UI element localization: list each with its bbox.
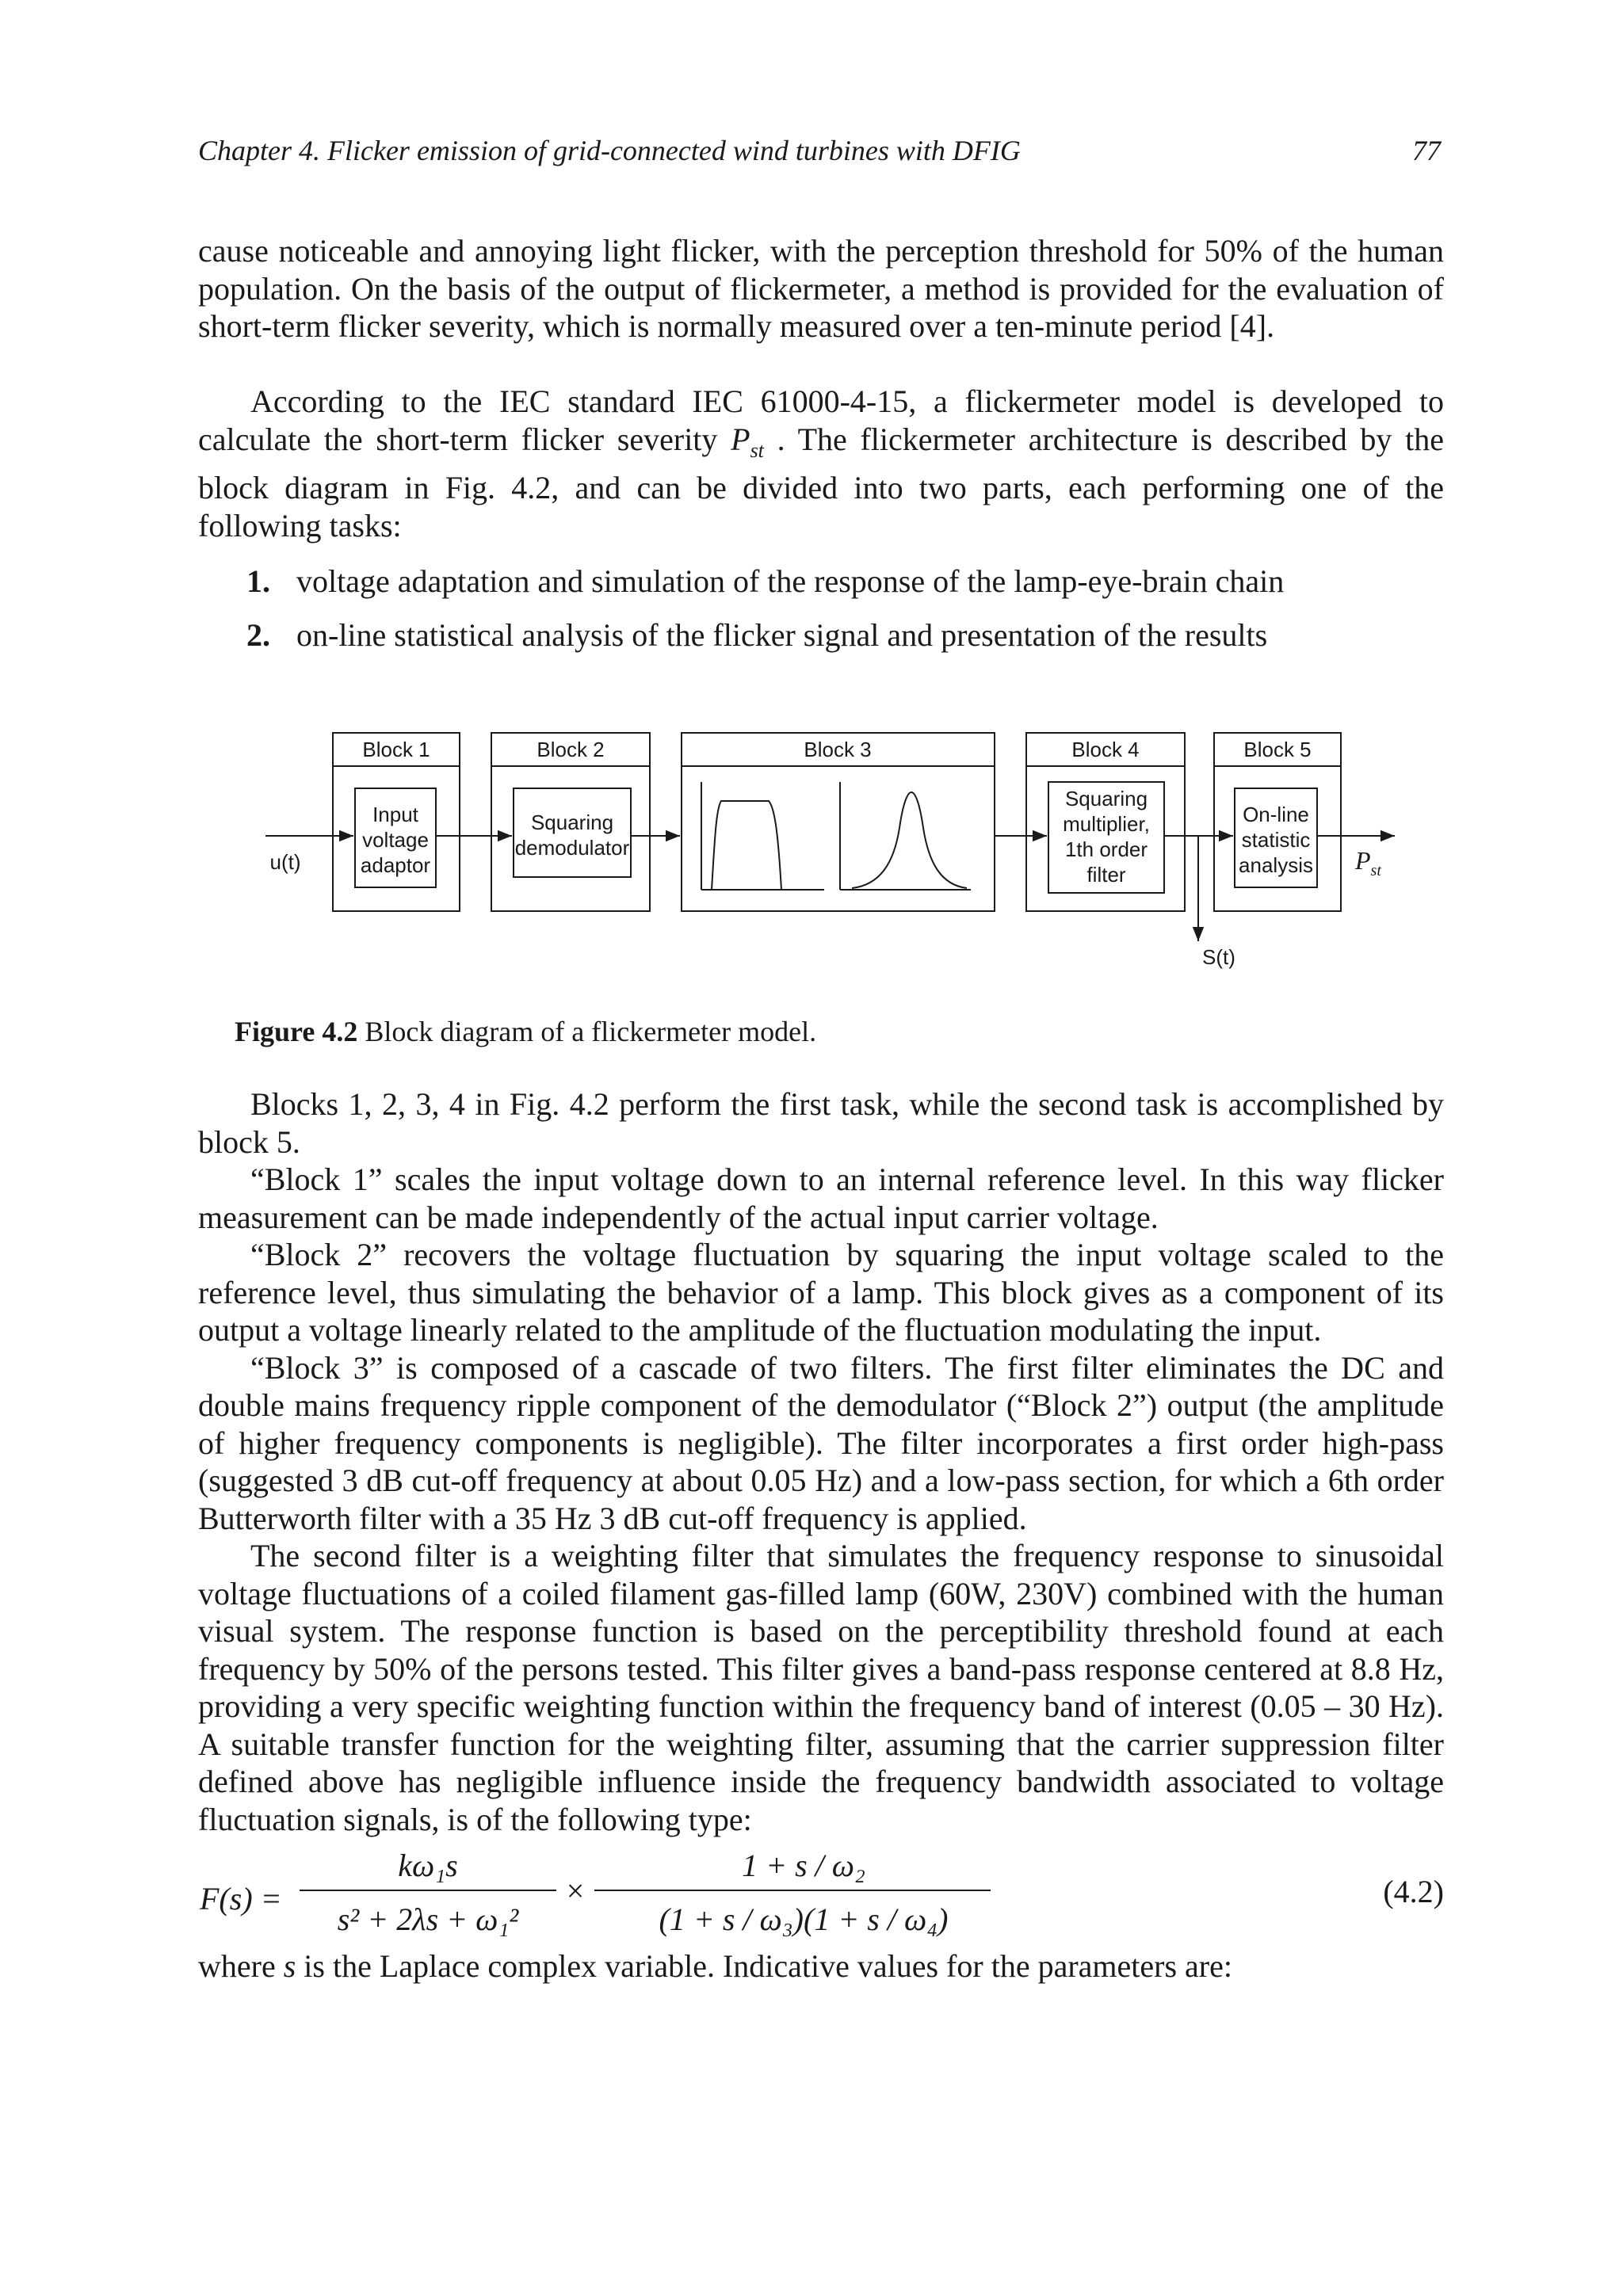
block-2 bbox=[491, 733, 650, 911]
paragraph-2 bbox=[198, 383, 1444, 544]
block-1-line-2: voltage bbox=[362, 828, 429, 852]
paragraph-1 bbox=[198, 232, 1444, 345]
equation-formula bbox=[198, 1844, 1070, 1947]
equation-number: (4.2) bbox=[1383, 1874, 1444, 1909]
figure-caption bbox=[235, 1014, 816, 1049]
equation-denominator-1: s² + 2λs + ω₁² bbox=[337, 1901, 519, 1937]
weighting-filter-icon bbox=[840, 782, 971, 890]
equation-lhs: F(s) = bbox=[200, 1881, 282, 1917]
block-2-title: Block 2 bbox=[537, 738, 605, 761]
block-3 bbox=[682, 733, 995, 911]
block-4-line-3: 1th order bbox=[1064, 837, 1148, 861]
paragraph-8 bbox=[198, 1947, 1444, 1985]
figure-label: Figure 4.2 bbox=[235, 1016, 358, 1047]
laplace-symbol: s bbox=[283, 1948, 296, 1984]
equation-4-2 bbox=[198, 1844, 1444, 1947]
signal-flow-arrows bbox=[265, 836, 1395, 941]
output-pst-label bbox=[1354, 846, 1381, 879]
task-number: 1. bbox=[246, 563, 270, 599]
block-4-title: Block 4 bbox=[1071, 738, 1140, 761]
paragraph-6: “Block 3” is composed of a cascade of two filters. The first filter eliminates the DC and double mains frequency ripple component of the demodulator (“Block 2”) output (the amplitude of higher frequency components is negligible). The filter incorporates a first order high-pass (suggested 3 dB cut-off frequency at about 0.05 Hz) and a low-pass section, for which a 6th order Butterworth filter with a 35 Hz 3 dB cut-off frequency is applied. bbox=[198, 1349, 1444, 1536]
equation-denominator-2: (1 + s / ω₃)(1 + s / ω₄) bbox=[659, 1901, 949, 1937]
running-header: Chapter 4. Flicker emission of grid-connected wind turbines with DFIG bbox=[198, 135, 1021, 166]
paragraph-5: “Block 2” recovers the voltage fluctuation by squaring the input voltage scaled to the reference level, thus simulating the behavior of a lamp. This block gives as a component of its output a voltage linearly related to the amplitude of the fluctuation modulating the input. bbox=[198, 1237, 1444, 1348]
paragraph-7: The second filter is a weighting filter that simulates the frequency response to sinusoidal voltage fluctuations of a coiled filament gas-filled lamp (60W, 230V) combined with the human visual system. The response function is based on the perceptibility threshold found at each frequency by 50% of the persons tested. This filter gives a band-pass response centered at 8.8 Hz, providing a very specific weighting function within the frequency band of interest (0.05 – 30 Hz). A suitable transfer function for the weighting filter, assuming that the carrier suppression filter defined above has negligible influence inside the frequency bandwidth associated to voltage fluctuation signals, is of the following type: bbox=[198, 1538, 1444, 1837]
block-5-line-1: On-line bbox=[1243, 803, 1309, 826]
input-signal-label: u(t) bbox=[269, 850, 301, 874]
block-1-line-1: Input bbox=[372, 803, 418, 826]
block-2-line-2: demodulator bbox=[514, 836, 630, 860]
block-2-line-1: Squaring bbox=[530, 810, 614, 834]
task-list-item-1 bbox=[246, 563, 1419, 601]
block-5-line-3: analysis bbox=[1239, 853, 1313, 877]
paragraph-3: Blocks 1, 2, 3, 4 in Fig. 4.2 perform the first task, while the second task is accomplished by block 5. bbox=[198, 1086, 1444, 1160]
paragraph-8-part-a: where bbox=[198, 1948, 284, 1984]
block-4 bbox=[1026, 733, 1185, 911]
figure-caption-text: Block diagram of a flickermeter model. bbox=[357, 1016, 817, 1047]
block-5 bbox=[1214, 733, 1341, 911]
block-1 bbox=[333, 733, 460, 911]
block-1-title: Block 1 bbox=[362, 738, 430, 761]
equation-numerator-1: kω₁s bbox=[398, 1848, 458, 1883]
paragraph-1-text: cause noticeable and annoying light flicker, with the perception threshold for 50% of the human population. On the basis of the output of flickermeter, a method is provided for the evaluation of short-term flicker severity, which is normally measured over a ten-minute period [4]. bbox=[198, 233, 1444, 344]
page-number: 77 bbox=[1412, 135, 1441, 166]
paragraph-4: “Block 1” scales the input voltage down to an internal reference level. In this way flicker measurement can be made independently of the actual input carrier voltage. bbox=[198, 1161, 1444, 1235]
paragraph-2-part-b: . The flickermeter architecture is described by the block diagram in Fig. 4.2, and can be divided into two parts, each performing one of the following tasks: bbox=[198, 421, 1445, 543]
block-1-line-3: adaptor bbox=[360, 853, 431, 877]
output-pst-symbol: P bbox=[1355, 846, 1371, 875]
block-4-line-4: filter bbox=[1086, 863, 1126, 887]
paragraph-2-part-a: According to the IEC standard IEC 61000-4-15, a flickermeter model is developed to calculate the short-term flicker severity bbox=[198, 383, 1444, 457]
task-list-item-2 bbox=[246, 616, 1419, 654]
body-text-section bbox=[198, 1085, 1444, 1838]
paragraph-2-text bbox=[198, 383, 1444, 544]
task-number: 2. bbox=[246, 617, 270, 653]
block-4-line-1: Squaring bbox=[1064, 787, 1148, 810]
task-text: on-line statistical analysis of the flicker signal and presentation of the results bbox=[296, 617, 1268, 653]
task-text: voltage adaptation and simulation of the response of the lamp-eye-brain chain bbox=[296, 563, 1285, 599]
block-3-title: Block 3 bbox=[804, 738, 872, 761]
paragraph-8-part-b: is the Laplace complex variable. Indicative values for the parameters are: bbox=[296, 1948, 1232, 1984]
block-5-title: Block 5 bbox=[1243, 738, 1312, 761]
equation-numerator-2: 1 + s / ω₂ bbox=[742, 1848, 865, 1883]
block-5-line-2: statistic bbox=[1241, 828, 1311, 852]
pst-symbol: P bbox=[731, 421, 750, 457]
block-4-line-2: multiplier, bbox=[1063, 812, 1150, 836]
bandpass-filter-icon bbox=[701, 782, 824, 890]
flickermeter-block-diagram bbox=[254, 717, 1403, 971]
output-pst-subscript: st bbox=[1370, 862, 1381, 879]
pst-subscript: st bbox=[750, 438, 764, 462]
s-t-output-label: S(t) bbox=[1202, 945, 1235, 969]
equation-times: × bbox=[566, 1873, 585, 1909]
